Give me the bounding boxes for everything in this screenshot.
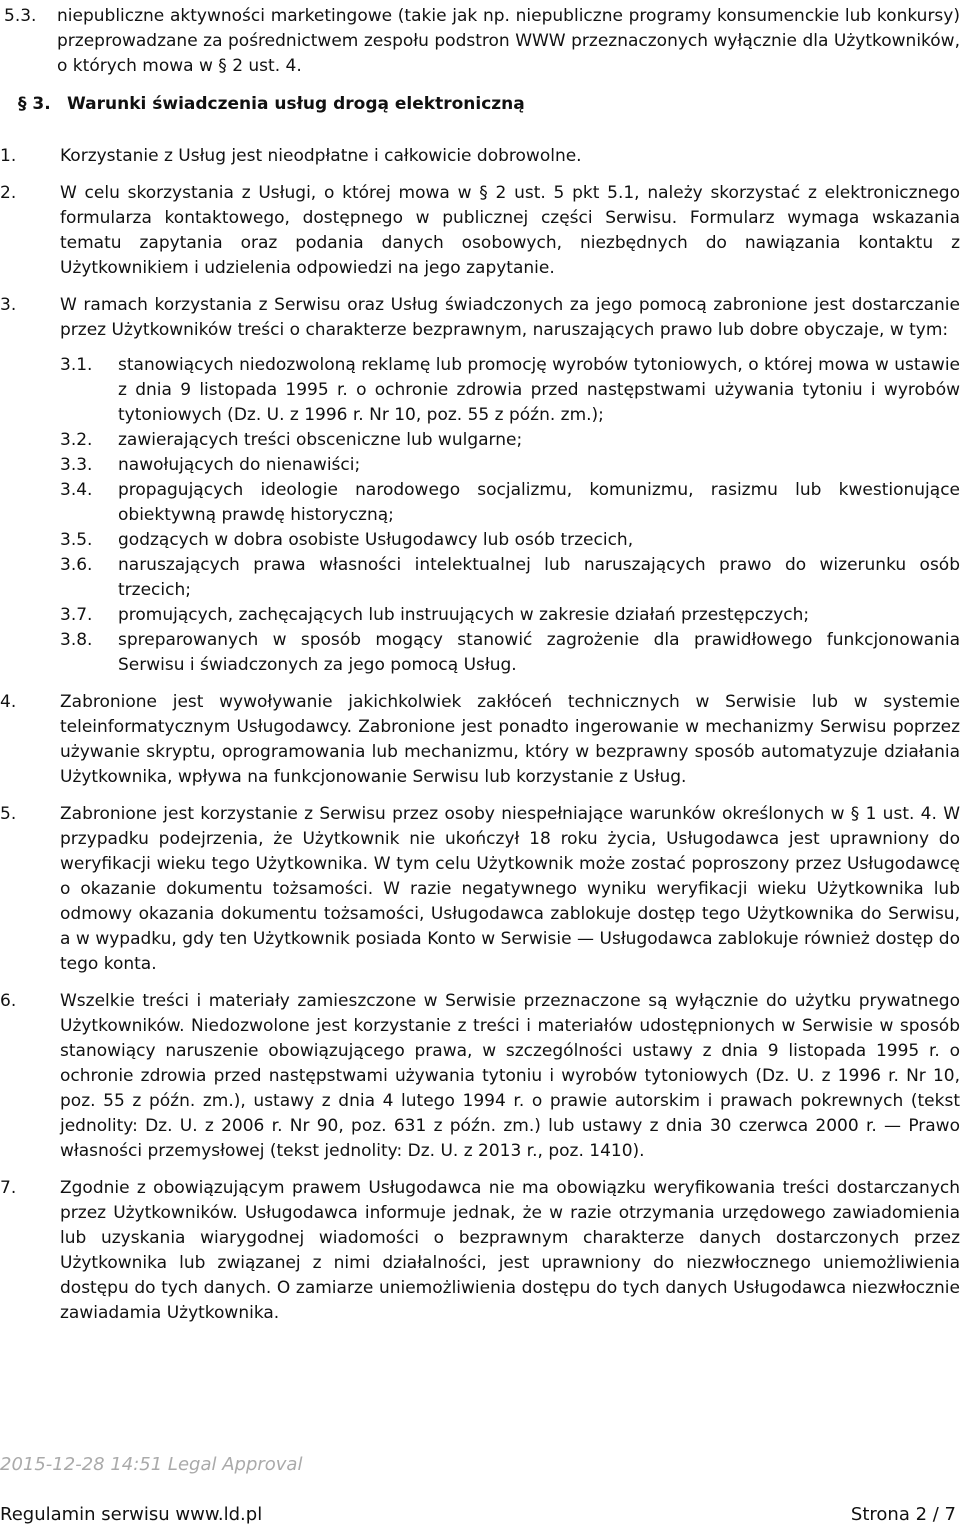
sub-item <box>60 428 960 453</box>
paragraph-text: Korzystanie z Usług jest nieodpłatne i całkowicie dobrowolne. <box>60 146 582 166</box>
paragraph <box>0 181 960 281</box>
sub-item <box>60 478 960 528</box>
sub-item-number: 3.8. <box>60 630 93 650</box>
sub-item-number: 3.4. <box>60 480 93 500</box>
paragraph-number: 2. <box>0 183 17 203</box>
sub-item-number: 3.3. <box>60 455 93 475</box>
paragraph <box>0 989 960 1164</box>
sub-item-text: nawołujących do nienawiści; <box>118 455 361 475</box>
sub-item <box>60 528 960 553</box>
paragraph-number: 4. <box>0 692 17 712</box>
paragraph <box>0 690 960 790</box>
sub-item-text: propagujących ideologie narodowego socjalizmu, komunizmu, rasizmu lub kwestionujące obiektywną prawdę historyczną; <box>118 480 960 525</box>
sub-item-text: spreparowanych w sposób mogący stanowić zagrożenie dla prawidłowego funkcjonowania Serwisu i świadczonych za jego pomocą Usług. <box>118 630 960 675</box>
sub-item <box>60 453 960 478</box>
list-item <box>0 4 960 79</box>
paragraph-text: Zabronione jest wywoływanie jakichkolwiek zakłóceń technicznych w Serwisie lub w systemie teleinformatycznym Usługodawcy. Zabronione jest ponadto ingerowanie w mechanizmy Serwisu poprzez używanie skryptu, oprogramowania lub mechanizmu, który w bezprawny sposób automatyzuje działania Użytkownika, wpływa na funkcjonowanie Serwisu lub korzystanie z Usług. <box>60 692 960 787</box>
sub-item-text: zawierających treści obsceniczne lub wulgarne; <box>118 430 523 450</box>
sub-item-text: naruszających prawa własności intelektualnej lub naruszających prawo do wizerunku osób trzecich; <box>118 555 960 600</box>
item-text: niepubliczne aktywności marketingowe (takie jak np. niepubliczne programy konsumenckie lub konkursy) przeprowadzane za pośrednictwem zespołu podstron WWW przeznaczonych wyłącznie dla Użytkowników, o których mowa w § 2 ust. 4. <box>57 6 960 76</box>
approval-stamp: 2015-12-28 14:51 Legal Approval <box>0 1454 303 1475</box>
paragraph-number: 5. <box>0 804 17 824</box>
item-number: 5.3. <box>4 6 37 26</box>
paragraph-number: 6. <box>0 991 17 1011</box>
paragraph-text: Zgodnie z obowiązującym prawem Usługodawca nie ma obowiązku weryfikowania treści dostarczanych przez Użytkowników. Usługodawca informuje jednak, że w razie otrzymania urzędowego zawiadomienia lub uzyskania wiarygodnej wiadomości o bezprawnym charakterze danych dostarczonych przez Użytkownika lub związanej z nimi działalności, jest uprawniony do niezwłocznego uniemożliwienia dostępu do tych danych. O zamiarze uniemożliwienia dostępu do tych danych Usługodawca niezwłocznie zawiadamia Użytkownika. <box>60 1178 960 1323</box>
paragraph-text: Wszelkie treści i materiały zamieszczone w Serwisie przeznaczone są wyłącznie do użytku prywatnego Użytkowników. Niedozwolone jest korzystanie z treści i materiałów udostępnionych w Serwisie w sposób stanowiący naruszenie obowiązującego prawa, w szczególności ustawy z dnia 9 listopada 1995 r. o ochronie zdrowia przed następstwami używania tytoniu i wyrobów tytoniowych (Dz. U. z 1996 r. Nr 10, poz. 55 z późn. zm.), ustawy z dnia 4 lutego 1994 r. o prawie autorskim i prawach pokrewnych (tekst jednolity: Dz. U. z 2006 r. Nr 90, poz. 631 z późn. zm.) lub ustawy z dnia 30 czerwca 2000 r. — Prawo własności przemysłowej (tekst jednolity: Dz. U. z 2013 r., poz. 1410). <box>60 991 960 1161</box>
section-heading <box>0 92 960 117</box>
sub-item-list <box>60 353 960 678</box>
section-title: Warunki świadczenia usług drogą elektroniczną <box>67 94 525 114</box>
sub-item <box>60 603 960 628</box>
sub-item-number: 3.5. <box>60 530 93 550</box>
paragraph-text: W ramach korzystania z Serwisu oraz Usług świadczonych za jego pomocą zabronione jest dostarczanie przez Użytkowników treści o charakterze bezprawnym, naruszających prawo lub dobre obyczaje, w tym: <box>60 295 960 340</box>
sub-item-number: 3.7. <box>60 605 93 625</box>
sub-item <box>60 553 960 603</box>
footer-document-name: Regulamin serwisu www.ld.pl <box>0 1504 263 1525</box>
paragraph-list <box>0 144 960 1338</box>
sub-item <box>60 628 960 678</box>
paragraph <box>0 802 960 977</box>
sub-item-number: 3.6. <box>60 555 93 575</box>
paragraph-number: 7. <box>0 1178 17 1198</box>
sub-item-text: godzących w dobra osobiste Usługodawcy lub osób trzecich, <box>118 530 634 550</box>
section-symbol: § 3. <box>18 94 51 114</box>
sub-item-text: promujących, zachęcających lub instruujących w zakresie działań przestępczych; <box>118 605 810 625</box>
sub-item <box>60 353 960 428</box>
sub-item-text: stanowiących niedozwoloną reklamę lub promocję wyrobów tytoniowych, o której mowa w ustawie z dnia 9 listopada 1995 r. o ochronie zdrowia przed następstwami używania tytoniu i wyrobów tytoniowych (Dz. U. z 1996 r. Nr 10, poz. 55 z późn. zm.); <box>118 355 960 425</box>
paragraph <box>0 293 960 343</box>
page-number: Strona 2 / 7 <box>850 1504 956 1525</box>
sub-item-number: 3.2. <box>60 430 93 450</box>
paragraph-text: Zabronione jest korzystanie z Serwisu przez osoby niespełniające warunków określonych w § 1 ust. 4. W przypadku podejrzenia, że Użytkownik nie ukończył 18 roku życia, Usługodawca jest uprawniony do weryfikacji wieku tego Użytkownika. W tym celu Użytkownik może zostać poproszony przez Usługodawcę o okazanie dokumentu tożsamości. W razie negatywnego wyniku weryfikacji wieku Użytkownika lub odmowy okazania dokumentu tożsamości, Usługodawca zablokuje dostęp tego Użytkownika do Serwisu, a w wypadku, gdy ten Użytkownik posiada Konto w Serwisie — Usługodawca zablokuje również dostęp do tego konta. <box>60 804 960 974</box>
paragraph-number: 3. <box>0 295 17 315</box>
sub-item-number: 3.1. <box>60 355 93 375</box>
paragraph-text: W celu skorzystania z Usługi, o której mowa w § 2 ust. 5 pkt 5.1, należy skorzystać z elektronicznego formularza kontaktowego, dostępnego w publicznej części Serwisu. Formularz wymaga wskazania tematu zapytania oraz podania danych osobowych, niezbędnych do nawiązania kontaktu z Użytkownikiem i udzielenia odpowiedzi na jego zapytanie. <box>60 183 960 278</box>
paragraph <box>0 1176 960 1326</box>
paragraph <box>0 144 960 169</box>
paragraph-number: 1. <box>0 146 17 166</box>
